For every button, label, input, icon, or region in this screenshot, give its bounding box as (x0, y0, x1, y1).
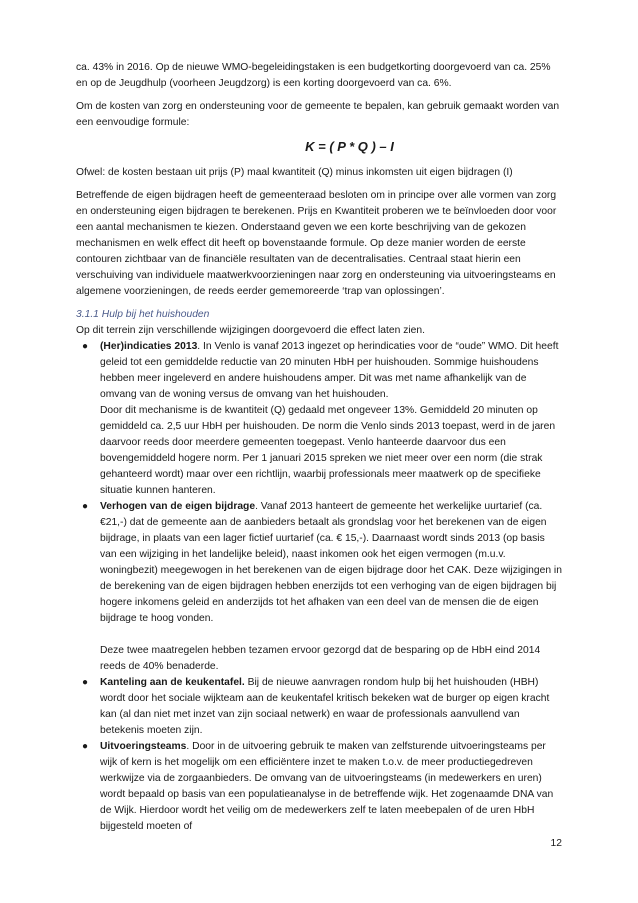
list-item-text: . Vanaf 2013 hanteert de gemeente het werkelijke uurtarief (ca. €21,-) dat de gemeente aan de aanbieders betaalt als grondslag voor het berekenen van de eigen bijdrage, in plaats van een lager fictief uurtarief (ca. € 15,-). Daarnaast wordt sinds 2013 (op basis van een wijziging in het landelijke beleid), naast inkomen ook het eigen vermogen (m.u.v. woningbezit) meegewogen in het berekenen van de eigen bijdrage door het CAK. Deze wijzigingen in de berekening van de eigen bijdragen hebben enerzijds tot een verhoging van de eigen bijdragen bij hogere inkomens geleid en anderzijds tot het afhaken van een deel van de mensen die de eigen bijdrage te hoog vonden. (100, 501, 562, 624)
formula: K = ( P * Q ) – I (305, 139, 394, 154)
paragraph-formula-intro: Om de kosten van zorg en ondersteuning voor de gemeente te bepalen, kan gebruik gemaakt worden van een eenvoudige formule: (76, 101, 560, 128)
list-item-uitvoeringsteams (76, 739, 563, 835)
list-item-extra: Deze twee maatregelen hebben tezamen ervoor gezorgd dat de besparing op de HbH eind 2014 reeds de 40% benaderde. (100, 645, 541, 672)
bullet-icon: ● (82, 501, 89, 512)
measures-list (76, 339, 563, 835)
bullet-icon: ● (82, 677, 89, 688)
paragraph-formula-explanation: Ofwel: de kosten bestaan uit prijs (P) maal kwantiteit (Q) minus inkomsten uit eigen bijdragen (I) (76, 167, 513, 178)
list-item-text: . Door in de uitvoering gebruik te maken van zelfsturende uitvoeringsteams per wijk of kern is het mogelijk om een efficiëntere inzet te maken t.o.v. de meer productiegedreven werkwijze via de zorgaanbieders. De omvang van de uitvoeringsteams (in medewerkers en uren) wordt bepaald op basis van een populatieanalyse in de betreffende wijk. Het zogenaamde DNA van de Wijk. Hierdoor wordt het veilig om de medewerkers zelf te laten meebepalen of de uren HbH bijgesteld moeten of (100, 741, 554, 832)
section-intro: Op dit terrein zijn verschillende wijzigingen doorgevoerd die effect laten zien. (76, 325, 425, 336)
list-item-title: Kanteling aan de keukentafel. (100, 677, 245, 688)
list-item-title: Uitvoeringsteams (100, 741, 187, 752)
paragraph-budget-cuts: ca. 43% in 2016. Op de nieuwe WMO-begeleidingstaken is een budgetkorting doorgevoerd van ca. 25% en op de Jeugdhulp (voorheen Jeugdzorg) is een korting doorgevoerd van ca. 6%. (76, 62, 551, 89)
list-item-keukentafel (76, 675, 563, 739)
paragraph-own-contributions: Betreffende de eigen bijdragen heeft de gemeenteraad besloten om in principe over alle vormen van zorg en ondersteuning eigen bijdragen te berekenen. Prijs en Kwantiteit proberen we te beïnvloeden door voor een aantal mechanismen te kiezen. Onderstaand geven we een korte beschrijving van de gekozen mechanismen en welk effect dit heeft op bovenstaande formule. Op deze manier worden de eerste contouren zichtbaar van de financiële resultaten van de decentralisaties. Centraal staat hierin een verschuiving van individuele maatwerkvoorzieningen naar zorg en ondersteuning via uitvoeringsteams en algemene voorzieningen, de reeds eerder gememoreerde ‘trap van oplossingen’. (76, 190, 557, 297)
list-item-title: Verhogen van de eigen bijdrage (100, 501, 256, 512)
page-number: 12 (550, 838, 562, 849)
bullet-icon: ● (82, 341, 89, 352)
section-heading: 3.1.1 Hulp bij het huishouden (76, 309, 210, 320)
document-page (76, 60, 563, 835)
list-item-eigen-bijdrage (76, 499, 563, 675)
list-item-title: (Her)indicaties 2013 (100, 341, 198, 352)
list-item-extra: Door dit mechanisme is de kwantiteit (Q) gedaald met ongeveer 13%. Gemiddeld 20 minuten op gemiddeld ca. 2,5 uur HbH per huishouden. De norm die Venlo sinds 2013 toepast, werd in de jaren daarvoor reeds door meerdere gemeenten toegepast. Venlo hanteerde daarvoor dus een bovengemiddeld hogere norm. Per 1 januari 2015 spreken we niet meer over een norm (die strak gehanteerd wordt) maar over een richtlijn, waarbij professionals meer maatwerk op de specifieke situatie kunnen hanteren. (100, 405, 556, 496)
bullet-icon: ● (82, 741, 89, 752)
list-item-text: Bij de nieuwe aanvragen rondom hulp bij het huishouden (HBH) wordt door het sociale wijkteam aan de keukentafel kritisch bekeken wat de burger op eigen kracht kan (al dan niet met inzet van zijn sociaal netwerk) en waar de professionals aanvullend van betekenis moeten zijn. (100, 677, 550, 736)
list-item-herindicaties (76, 339, 563, 499)
list-item-text: . In Venlo is vanaf 2013 ingezet op herindicaties voor de “oude” WMO. Dit heeft geleid tot een gemiddelde reductie van 20 minuten HbH per huishouden. Sommige huishoudens hebben meer ingeleverd en andere huishoudens amper. Dit was met name afhankelijk van de omvang van de woning versus de omvang van het huishouden. (100, 341, 559, 400)
